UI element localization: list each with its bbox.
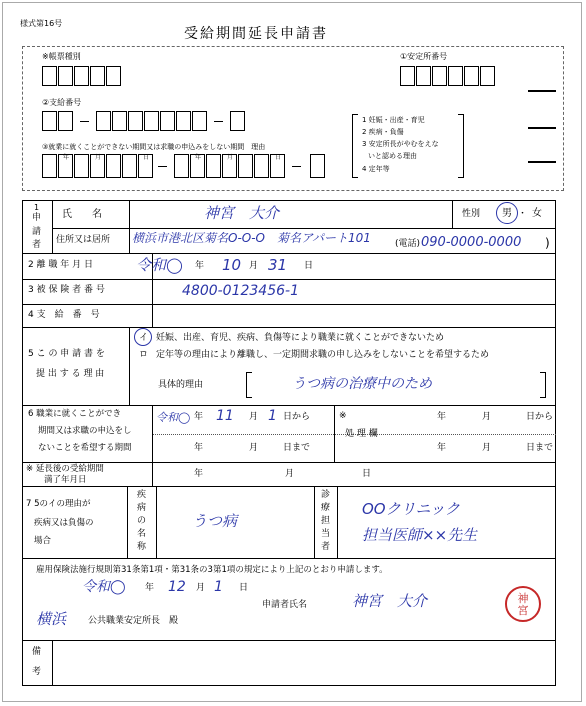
- form-number: 様式第16号: [20, 19, 63, 28]
- doctor-char-4: 当: [321, 529, 331, 539]
- applicant-char-1: 申: [32, 213, 42, 223]
- period-month-1: 月: [95, 154, 102, 161]
- application-date-day[interactable]: 1: [214, 579, 223, 595]
- period-from-month[interactable]: 11: [216, 408, 234, 424]
- period-from-era[interactable]: 令和◯: [156, 411, 191, 424]
- application-date-month-unit: 月: [196, 583, 206, 593]
- reason-label-line2: 提 出 す る 理 由: [36, 369, 105, 379]
- period-label: ③就業に就くことができない期間又は求職の申込みをしない期間 理由: [42, 143, 266, 151]
- form-type-label: ※帳票種別: [42, 52, 81, 61]
- processing-from-month: 月: [482, 412, 492, 422]
- period-year-2: 年: [195, 154, 202, 161]
- processing-to-month: 月: [482, 443, 492, 453]
- specific-reason-label: 具体的理由: [158, 380, 204, 390]
- leave-date-day[interactable]: 31: [268, 256, 288, 274]
- period-to-year-unit: 年: [194, 443, 204, 453]
- address-label: 住所又は居所: [56, 235, 111, 245]
- application-date-year-unit: 年: [145, 583, 155, 593]
- processing-label: 処 理 欄: [345, 429, 378, 439]
- option-i-circle: [134, 328, 152, 346]
- illness-label-2: 疾病又は負傷の: [34, 518, 94, 528]
- insured-number-value[interactable]: 4800-0123456-1: [182, 283, 299, 299]
- period-from-year-unit: 年: [194, 412, 204, 422]
- doctor-char-3: 担: [321, 516, 331, 526]
- period-row-label-2: 期間又は求職の申込をし: [38, 426, 132, 436]
- processing-to-year: 年: [437, 443, 447, 453]
- processing-from-suffix: 日から: [526, 412, 554, 422]
- doctor-char-5: 者: [321, 542, 331, 552]
- period-day-1: 日: [143, 154, 150, 161]
- leave-date-day-unit: 日: [304, 261, 314, 271]
- phone-value[interactable]: 090-0000-0000: [421, 235, 522, 250]
- extended-month: 月: [285, 469, 295, 479]
- gender-separator: ・: [518, 209, 528, 219]
- disease-char-2: 病: [137, 503, 147, 513]
- disease-char-3: の: [137, 516, 147, 526]
- extended-year: 年: [194, 469, 204, 479]
- period-from-day-suffix: 日から: [283, 412, 311, 422]
- doctor-char-1: 診: [321, 490, 331, 500]
- period-row-label-3: ないことを希望する期間: [38, 443, 132, 453]
- leave-date-month[interactable]: 10: [222, 256, 242, 274]
- reason-2: 2 疾病・負傷: [362, 128, 404, 136]
- office-suffix: 公共職業安定所長 殿: [88, 616, 179, 626]
- gender-male-circle: [496, 202, 518, 224]
- period-from-month-unit: 月: [249, 412, 259, 422]
- reason-3b: いと認める理由: [368, 152, 417, 160]
- clinic-value[interactable]: OOクリニック: [362, 500, 460, 518]
- phone-close: ): [545, 236, 550, 250]
- leave-date-year-unit: 年: [195, 261, 205, 271]
- office-name-value[interactable]: 横浜: [36, 610, 67, 628]
- period-month-2: 月: [227, 154, 234, 161]
- remarks-char-2: 考: [32, 667, 42, 677]
- extended-label-line1: ※ 延長後の受給期間: [26, 464, 104, 474]
- option-i-marker[interactable]: イ: [139, 333, 149, 343]
- name-value[interactable]: 神宮 大介: [204, 204, 280, 222]
- margin-mark-1: [528, 90, 556, 92]
- period-to-month-unit: 月: [249, 443, 259, 453]
- applicant-char-2: 請: [32, 227, 42, 237]
- reason-bracket: [352, 114, 358, 178]
- leave-date-month-unit: 月: [249, 261, 259, 271]
- specific-reason-bracket-right: [540, 372, 546, 398]
- payment-number-row-label: 4 支 給 番 号: [28, 310, 100, 320]
- option-i-text: 妊娠、出産、育児、疾病、負傷等により職業に就くことができないため: [156, 333, 445, 343]
- phone-label: (電話): [395, 239, 421, 249]
- extended-day: 日: [362, 469, 372, 479]
- illness-label-3: 場合: [34, 536, 52, 546]
- applicant-name-label: 申請者氏名: [262, 600, 308, 610]
- doctor-char-2: 療: [321, 503, 331, 513]
- leave-date-era[interactable]: 令和◯: [136, 256, 183, 274]
- margin-mark-3: [528, 161, 556, 163]
- specific-reason-value[interactable]: うつ病の治療中のため: [292, 376, 432, 392]
- reason-3: 3 安定所長がやむをえな: [362, 140, 439, 148]
- disease-value[interactable]: うつ病: [192, 512, 238, 530]
- processing-mark: ※: [339, 411, 347, 421]
- form-title: 受給期間延長申請書: [184, 26, 328, 42]
- reason-1: 1 妊娠・出産・育児: [362, 116, 425, 124]
- disease-char-5: 称: [137, 542, 147, 552]
- period-from-day[interactable]: 1: [268, 408, 277, 424]
- leave-date-label: 2 離 職 年 月 日: [28, 260, 94, 270]
- remarks-char-1: 備: [32, 647, 42, 657]
- processing-to-suffix: 日まで: [526, 443, 554, 453]
- applicant-name-value[interactable]: 神宮 大介: [352, 592, 428, 610]
- period-day-2: 日: [275, 154, 282, 161]
- payment-number-label: ②支給番号: [42, 98, 82, 107]
- reason-bracket-right: [458, 114, 464, 178]
- declaration-text: 雇用保険法施行規則第31条第1項・第31条の3第1項の規定により上記のとおり申請します。: [36, 565, 388, 575]
- office-number-label: ①安定所番号: [400, 52, 448, 61]
- period-to-day-suffix: 日まで: [283, 443, 311, 453]
- name-label: 氏 名: [62, 209, 102, 220]
- period-year-1: 年: [63, 154, 70, 161]
- section1-number: 1: [34, 203, 40, 212]
- gender-male[interactable]: 男: [502, 208, 512, 219]
- applicant-char-3: 者: [32, 240, 42, 250]
- applicant-seal: [505, 586, 541, 622]
- gender-label: 性別: [462, 209, 481, 219]
- address-value[interactable]: 横浜市港北区菊名O-O-O 菊名アパート101: [132, 231, 371, 245]
- extended-label-line2: 満了年月日: [44, 475, 87, 485]
- period-row-label-1: 6 職業に就くことができ: [28, 409, 122, 419]
- disease-char-1: 疾: [137, 490, 147, 500]
- doctor-value[interactable]: 担当医師××先生: [362, 526, 478, 544]
- seal-char-top: 神: [517, 592, 529, 605]
- margin-mark-2: [528, 127, 556, 129]
- seal-char-bottom: 宮: [517, 603, 529, 617]
- processing-from-year: 年: [437, 412, 447, 422]
- specific-reason-bracket-left: [246, 372, 252, 398]
- insured-number-label: 3 被 保 険 者 番 号: [28, 285, 105, 295]
- application-date-era[interactable]: 令和◯: [82, 579, 126, 595]
- disease-char-4: 名: [137, 529, 147, 539]
- reason-label-line1: 5 こ の 申 請 書 を: [28, 349, 105, 359]
- reason-4: 4 定年等: [362, 165, 390, 173]
- illness-label-1: 7 5のイの理由が: [26, 499, 91, 509]
- option-ro-marker[interactable]: ロ: [139, 350, 149, 360]
- application-date-month[interactable]: 12: [168, 579, 186, 595]
- option-ro-text: 定年等の理由により離職し、一定期間求職の申し込みをしないことを希望するため: [156, 350, 490, 360]
- gender-female[interactable]: 女: [532, 208, 542, 219]
- application-date-day-unit: 日: [239, 583, 249, 593]
